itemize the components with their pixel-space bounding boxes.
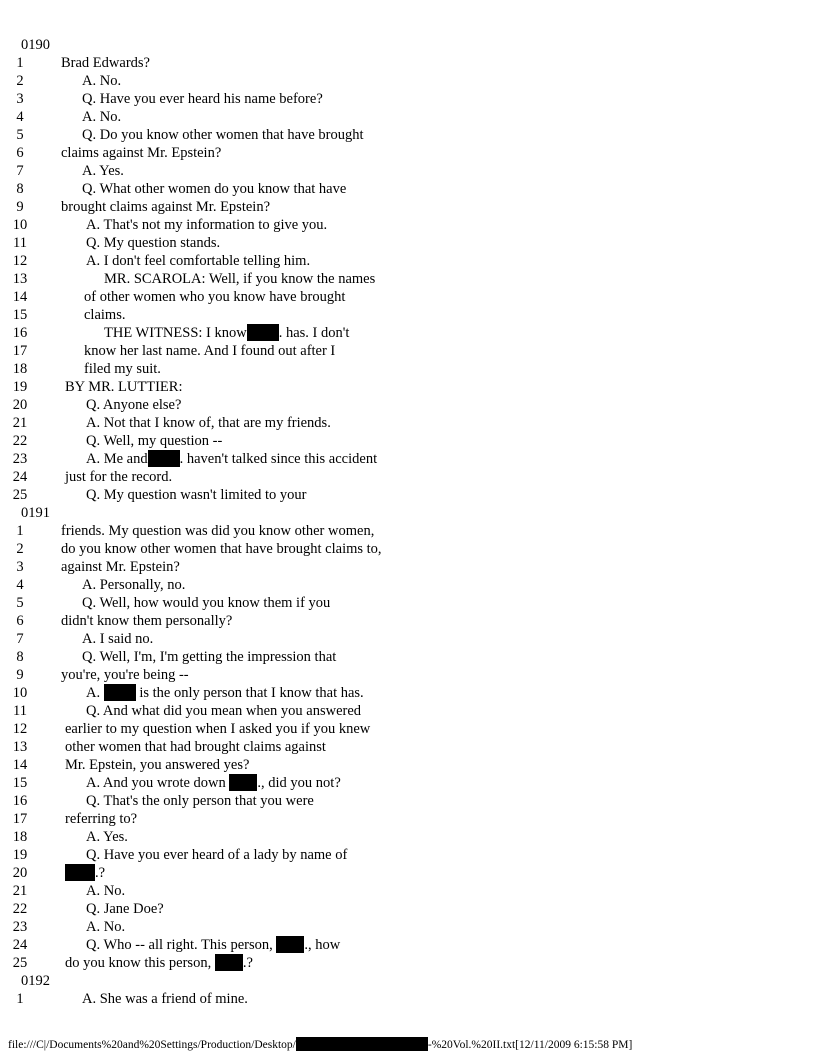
line-text — [82, 90, 323, 108]
transcript-line — [0, 360, 816, 378]
text-segment: A. Not that I know of, that are my friends. — [86, 415, 331, 431]
line-text — [86, 486, 307, 504]
line-text — [86, 414, 331, 432]
transcript-line — [0, 738, 816, 756]
line-text — [65, 738, 326, 756]
line-text — [61, 558, 180, 576]
line-text — [65, 756, 249, 774]
text-segment: Q. Who -- all right. This person, — [86, 937, 277, 953]
transcript-line — [0, 144, 816, 162]
page-marker — [0, 972, 816, 990]
text-segment: Q. Well, my question -- — [86, 433, 223, 449]
transcript-line — [0, 522, 816, 540]
footer-path-prefix: file:///C|/Documents%20and%20Settings/Production/Desktop/ — [8, 1039, 296, 1051]
transcript-line — [0, 900, 816, 918]
transcript-line — [0, 216, 816, 234]
text-segment: know her last name. And I found out after I — [84, 343, 336, 359]
text-segment: A. — [86, 685, 104, 701]
transcript-line — [0, 648, 816, 666]
transcript-line — [0, 918, 816, 936]
redaction-bar — [215, 954, 243, 971]
line-number: 19 — [12, 847, 28, 863]
text-segment: of other women who you know have brought — [84, 289, 346, 305]
transcript-line — [0, 990, 816, 1008]
line-text — [82, 648, 336, 666]
transcript-line — [0, 72, 816, 90]
text-segment: .? — [242, 955, 253, 971]
line-text — [82, 594, 330, 612]
transcript-line — [0, 612, 816, 630]
transcript-line — [0, 630, 816, 648]
line-number: 13 — [12, 271, 28, 287]
text-segment: Q. My question stands. — [86, 235, 221, 251]
line-number: 5 — [16, 127, 24, 143]
line-number: 2 — [16, 73, 24, 89]
page-number: 0192 — [21, 973, 50, 989]
line-number: 10 — [12, 217, 28, 233]
line-number: 1 — [16, 55, 24, 71]
text-segment: Q. Jane Doe? — [86, 901, 164, 917]
text-segment: A. No. — [82, 73, 122, 89]
line-number: 22 — [12, 901, 28, 917]
text-segment: A. Yes. — [86, 829, 128, 845]
transcript-line — [0, 468, 816, 486]
line-text — [82, 72, 121, 90]
line-text — [65, 720, 370, 738]
line-number: 18 — [12, 829, 28, 845]
line-text — [86, 900, 164, 918]
transcript-line — [0, 594, 816, 612]
file-path-footer — [8, 1036, 632, 1054]
text-segment: Q. And what did you mean when you answered — [86, 703, 362, 719]
text-segment: Q. Anyone else? — [86, 397, 182, 413]
transcript-line — [0, 450, 816, 468]
text-segment: against Mr. Epstein? — [61, 559, 180, 575]
line-number: 7 — [16, 163, 24, 179]
text-segment: Q. What other women do you know that have — [82, 181, 347, 197]
text-segment: MR. SCAROLA: Well, if you know the names — [104, 271, 376, 287]
text-segment: claims against Mr. Epstein? — [61, 145, 222, 161]
text-segment: Q. My question wasn't limited to your — [86, 487, 307, 503]
text-segment: Q. Have you ever heard of a lady by name of — [86, 847, 348, 863]
redaction-bar — [247, 324, 279, 341]
line-number: 19 — [12, 379, 28, 395]
transcript-line — [0, 378, 816, 396]
line-text — [86, 792, 314, 810]
line-text — [86, 936, 340, 954]
line-text — [104, 324, 349, 342]
text-segment: ., how — [304, 937, 341, 953]
line-text — [61, 198, 270, 216]
text-segment: Q. That's the only person that you were — [86, 793, 314, 809]
redaction-bar — [104, 684, 136, 701]
line-number: 11 — [13, 235, 27, 251]
redaction-bar — [65, 864, 95, 881]
line-text — [61, 522, 374, 540]
line-text — [61, 54, 150, 72]
line-number: 14 — [12, 757, 28, 773]
line-number: 4 — [16, 577, 24, 593]
transcript-line — [0, 792, 816, 810]
text-segment: filed my suit. — [84, 361, 161, 377]
line-text — [86, 684, 364, 702]
text-segment: THE WITNESS: I know — [104, 325, 247, 341]
line-text — [65, 954, 253, 972]
transcript-line — [0, 954, 816, 972]
transcript-line — [0, 270, 816, 288]
line-number: 3 — [16, 91, 24, 107]
transcript-line — [0, 576, 816, 594]
line-number: 6 — [16, 613, 24, 629]
text-segment: referring to? — [65, 811, 138, 827]
line-text — [82, 162, 124, 180]
line-number: 24 — [12, 469, 28, 485]
text-segment: didn't know them personally? — [61, 613, 233, 629]
line-number: 23 — [12, 451, 28, 467]
line-text — [86, 702, 361, 720]
line-text — [82, 990, 248, 1008]
transcript-line — [0, 198, 816, 216]
transcript-line — [0, 234, 816, 252]
text-segment: A. I said no. — [82, 631, 154, 647]
line-text — [86, 882, 125, 900]
line-text — [65, 378, 182, 396]
transcript-line — [0, 162, 816, 180]
transcript-line — [0, 666, 816, 684]
line-text — [61, 666, 189, 684]
line-text — [86, 846, 347, 864]
line-text — [82, 180, 346, 198]
text-segment: A. No. — [82, 109, 122, 125]
transcript-line — [0, 414, 816, 432]
transcript-line — [0, 702, 816, 720]
line-text — [82, 126, 364, 144]
text-segment: friends. My question was did you know other women, — [61, 523, 375, 539]
line-number: 4 — [16, 109, 24, 125]
line-number: 16 — [12, 325, 28, 341]
transcript-line — [0, 306, 816, 324]
line-number: 9 — [16, 199, 24, 215]
text-segment: Q. Have you ever heard his name before? — [82, 91, 323, 107]
transcript-line — [0, 126, 816, 144]
line-text — [65, 810, 137, 828]
text-segment: A. That's not my information to give you. — [86, 217, 328, 233]
line-number: 18 — [12, 361, 28, 377]
line-number: 3 — [16, 559, 24, 575]
line-text — [86, 828, 128, 846]
text-segment: A. Me and — [86, 451, 148, 467]
line-number: 12 — [12, 253, 28, 269]
line-text — [86, 234, 220, 252]
text-segment: ., did you not? — [257, 775, 341, 791]
text-segment: A. She was a friend of mine. — [82, 991, 248, 1007]
line-number: 17 — [12, 343, 28, 359]
transcript-line — [0, 882, 816, 900]
line-text — [65, 468, 172, 486]
transcript-line — [0, 324, 816, 342]
transcript-line — [0, 486, 816, 504]
transcript-line — [0, 810, 816, 828]
line-number: 6 — [16, 145, 24, 161]
line-text — [84, 306, 125, 324]
line-text — [86, 432, 222, 450]
line-number: 1 — [16, 523, 24, 539]
transcript-line — [0, 108, 816, 126]
transcript-line — [0, 540, 816, 558]
line-number: 5 — [16, 595, 24, 611]
text-segment: A. Yes. — [82, 163, 124, 179]
line-text — [61, 612, 232, 630]
transcript-line — [0, 252, 816, 270]
transcript-line — [0, 774, 816, 792]
line-number: 20 — [12, 865, 28, 881]
line-number: 22 — [12, 433, 28, 449]
text-segment: Q. Well, how would you know them if you — [82, 595, 331, 611]
line-text — [82, 108, 121, 126]
text-segment: A. I don't feel comfortable telling him. — [86, 253, 311, 269]
line-number: 25 — [12, 487, 28, 503]
line-number: 24 — [12, 937, 28, 953]
line-text — [82, 576, 185, 594]
line-text — [86, 252, 310, 270]
line-number: 15 — [12, 307, 28, 323]
text-segment: Q. Well, I'm, I'm getting the impression that — [82, 649, 337, 665]
text-segment: A. And you wrote down — [86, 775, 230, 791]
line-number: 9 — [16, 667, 24, 683]
line-number: 21 — [12, 415, 28, 431]
line-text — [65, 864, 105, 882]
line-number: 16 — [12, 793, 28, 809]
text-segment: . haven't talked since this accident — [179, 451, 378, 467]
line-text — [86, 918, 125, 936]
page-number: 0190 — [21, 37, 50, 53]
line-number: 20 — [12, 397, 28, 413]
text-segment: is the only person that I know that has. — [135, 685, 364, 701]
transcript-line — [0, 936, 816, 954]
line-number: 21 — [12, 883, 28, 899]
transcript-body — [0, 36, 816, 1008]
transcript-line — [0, 828, 816, 846]
redaction-bar — [296, 1037, 428, 1051]
line-number: 12 — [12, 721, 28, 737]
redaction-bar — [148, 450, 180, 467]
line-number: 7 — [16, 631, 24, 647]
transcript-line — [0, 54, 816, 72]
line-number: 8 — [16, 181, 24, 197]
transcript-line — [0, 846, 816, 864]
transcript-line — [0, 288, 816, 306]
line-number: 13 — [12, 739, 28, 755]
text-segment: earlier to my question when I asked you if you knew — [65, 721, 371, 737]
transcript-line — [0, 432, 816, 450]
text-segment: A. Personally, no. — [82, 577, 186, 593]
line-number: 15 — [12, 775, 28, 791]
transcript-line — [0, 180, 816, 198]
line-number: 14 — [12, 289, 28, 305]
transcript-line — [0, 342, 816, 360]
page-marker — [0, 504, 816, 522]
line-text — [82, 630, 153, 648]
page-marker — [0, 36, 816, 54]
page-number: 0191 — [21, 505, 50, 521]
text-segment: A. No. — [86, 883, 126, 899]
redaction-bar — [229, 774, 257, 791]
line-text — [61, 540, 382, 558]
transcript-line — [0, 720, 816, 738]
line-number: 2 — [16, 541, 24, 557]
line-text — [104, 270, 375, 288]
text-segment: Brad Edwards? — [61, 55, 150, 71]
line-text — [84, 288, 345, 306]
line-number: 23 — [12, 919, 28, 935]
transcript-line — [0, 396, 816, 414]
text-segment: .? — [95, 865, 106, 881]
text-segment: Q. Do you know other women that have brought — [82, 127, 364, 143]
line-text — [61, 144, 221, 162]
text-segment: do you know other women that have brought claims to, — [61, 541, 382, 557]
line-text — [86, 774, 341, 792]
transcript-line — [0, 864, 816, 882]
transcript-line — [0, 90, 816, 108]
text-segment: A. No. — [86, 919, 126, 935]
transcript-line — [0, 684, 816, 702]
text-segment: just for the record. — [65, 469, 173, 485]
transcript-line — [0, 558, 816, 576]
text-segment: claims. — [84, 307, 126, 323]
line-number: 17 — [12, 811, 28, 827]
line-text — [86, 396, 181, 414]
text-segment: BY MR. LUTTIER: — [65, 379, 183, 395]
line-text — [86, 450, 377, 468]
line-text — [84, 360, 161, 378]
text-segment: you're, you're being -- — [61, 667, 189, 683]
text-segment: other women that had brought claims against — [65, 739, 326, 755]
footer-path-suffix: -%20Vol.%20II.txt[12/11/2009 6:15:58 PM] — [427, 1039, 633, 1051]
redaction-bar — [276, 936, 304, 953]
text-segment: Mr. Epstein, you answered yes? — [65, 757, 250, 773]
line-number: 11 — [13, 703, 27, 719]
text-segment: . has. I don't — [278, 325, 350, 341]
line-number: 10 — [12, 685, 28, 701]
line-text — [86, 216, 327, 234]
line-text — [84, 342, 335, 360]
line-number: 1 — [16, 991, 24, 1007]
line-number: 8 — [16, 649, 24, 665]
text-segment: do you know this person, — [65, 955, 215, 971]
transcript-line — [0, 756, 816, 774]
line-number: 25 — [12, 955, 28, 971]
text-segment: brought claims against Mr. Epstein? — [61, 199, 271, 215]
